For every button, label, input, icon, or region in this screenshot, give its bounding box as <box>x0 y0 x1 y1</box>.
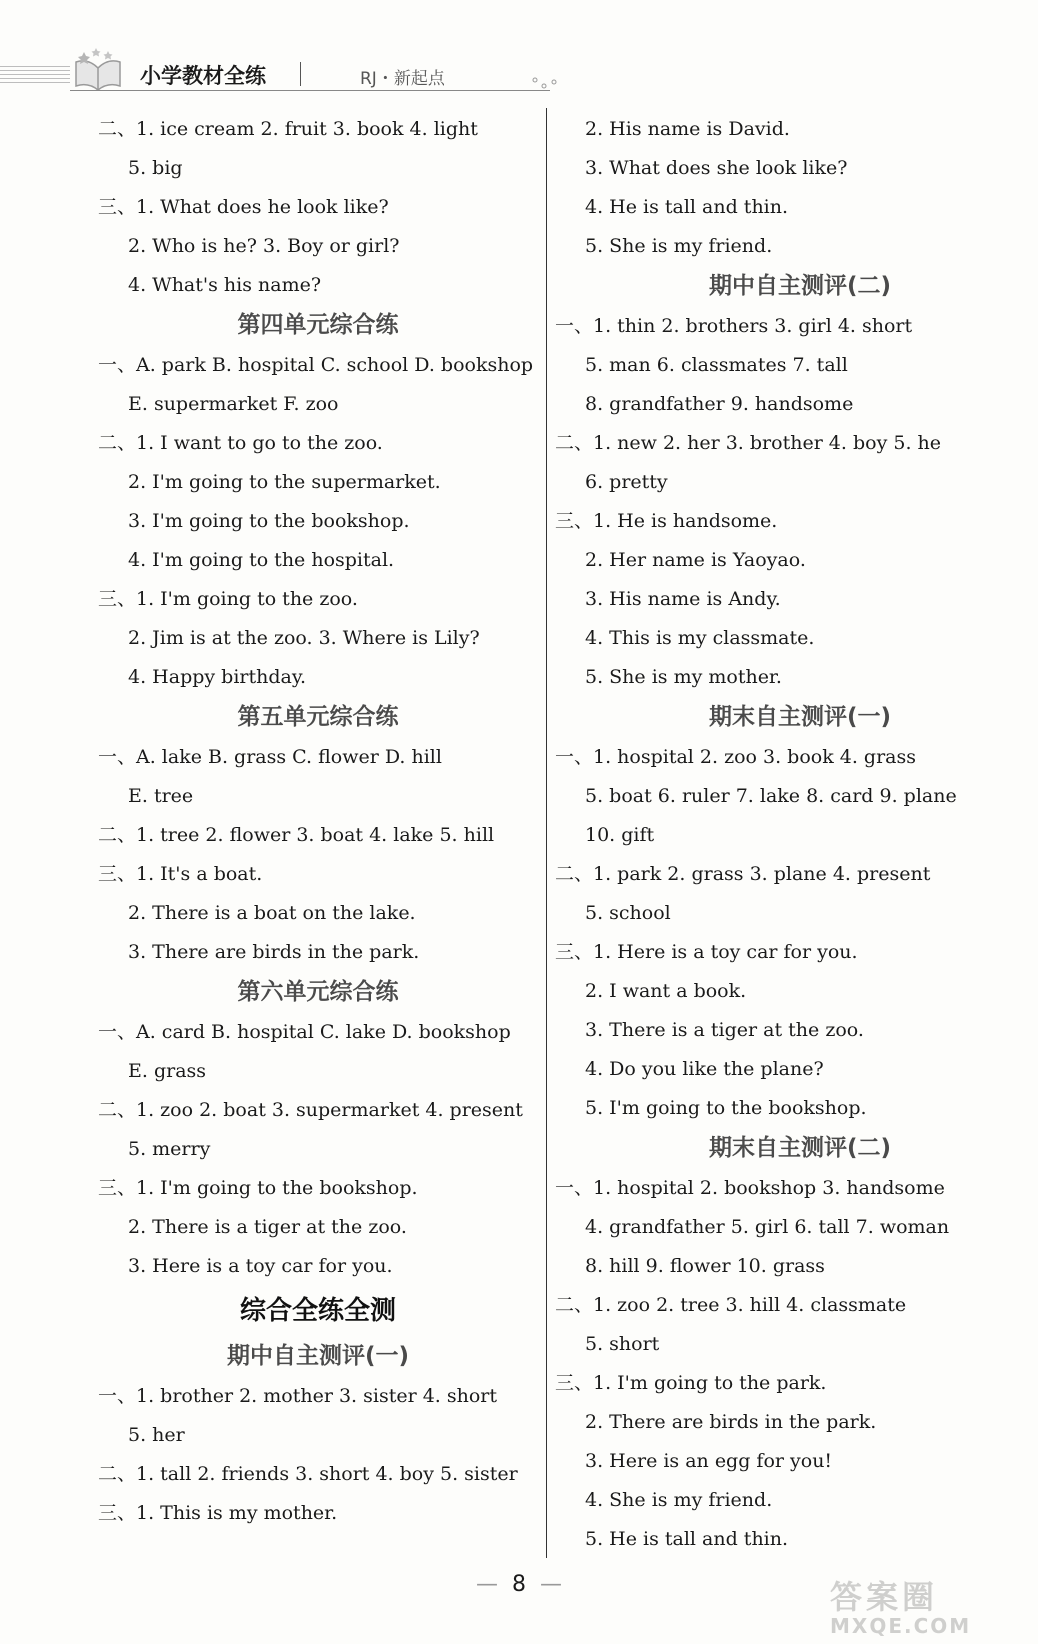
section-heading: 期末自主测评(二) <box>708 1135 892 1161</box>
answer-line: E. grass <box>128 1060 207 1082</box>
answer-line: 3. There are birds in the park. <box>128 941 420 963</box>
answer-line: 二、1. tall 2. friends 3. short 4. boy 5. sister <box>98 1463 518 1485</box>
site-watermark <box>830 1572 1020 1638</box>
answer-line: 3. I'm going to the bookshop. <box>128 510 410 532</box>
header-rule-lines <box>0 66 70 86</box>
answer-line: 一、A. card B. hospital C. lake D. bookshop <box>98 1021 511 1043</box>
answer-line: 4. Happy birthday. <box>128 666 307 688</box>
answer-line: 5. short <box>585 1333 660 1355</box>
answer-line: 三、1. It's a boat. <box>98 863 263 885</box>
answer-line: 三、1. I'm going to the bookshop. <box>98 1177 418 1199</box>
answer-line: 4. What's his name? <box>128 274 322 296</box>
answer-line: 2. There are birds in the park. <box>585 1411 877 1433</box>
answer-line: 2. There is a tiger at the zoo. <box>128 1216 407 1238</box>
answer-line: 三、1. This is my mother. <box>98 1502 338 1524</box>
answer-line: 3. Here is an egg for you! <box>585 1450 833 1472</box>
header-underline <box>70 90 550 91</box>
answer-line: 8. grandfather 9. handsome <box>585 393 854 415</box>
answer-line: 5. big <box>128 157 183 179</box>
answer-line: 一、1. thin 2. brothers 3. girl 4. short <box>555 315 913 337</box>
answer-line: 5. merry <box>128 1138 211 1160</box>
series-title: 小学教材全练 <box>140 64 266 88</box>
answer-line: 二、1. park 2. grass 3. plane 4. present <box>555 863 931 885</box>
header-separator <box>300 62 301 86</box>
answer-line: 三、1. What does he look like? <box>98 196 389 218</box>
decorative-dots-icon <box>530 74 560 94</box>
answer-line: 5. She is my mother. <box>585 666 782 688</box>
answer-line: 二、1. zoo 2. tree 3. hill 4. classmate <box>555 1294 907 1316</box>
answer-line: 一、1. brother 2. mother 3. sister 4. short <box>98 1385 498 1407</box>
answer-line: 2. I'm going to the supermarket. <box>128 471 441 493</box>
answer-line: 3. There is a tiger at the zoo. <box>585 1019 864 1041</box>
answer-line: 4. I'm going to the hospital. <box>128 549 395 571</box>
answer-line: 二、1. tree 2. flower 3. boat 4. lake 5. hill <box>98 824 495 846</box>
answer-line: 一、1. hospital 2. bookshop 3. handsome <box>555 1177 945 1199</box>
edition-label: RJ・新起点 <box>360 69 445 89</box>
answer-line: 2. Jim is at the zoo. 3. Where is Lily? <box>128 627 480 649</box>
answer-line: 5. her <box>128 1424 185 1446</box>
answer-line: 三、1. I'm going to the zoo. <box>98 588 358 610</box>
page-header <box>0 40 560 100</box>
section-heading: 期末自主测评(一) <box>708 704 892 730</box>
answer-line: 5. She is my friend. <box>585 235 773 257</box>
footer-dash-right: — <box>540 1572 562 1597</box>
answer-line: 三、1. Here is a toy car for you. <box>555 941 858 963</box>
answer-line: 一、A. lake B. grass C. flower D. hill <box>98 746 442 768</box>
answer-line: 2. I want a book. <box>585 980 747 1002</box>
section-heading: 第四单元综合练 <box>237 312 399 338</box>
section-heading: 第五单元综合练 <box>237 704 399 730</box>
answer-line: 三、1. He is handsome. <box>555 510 778 532</box>
answer-line: 4. He is tall and thin. <box>585 196 789 218</box>
page-number: 8 <box>512 1572 526 1597</box>
answer-column-left <box>98 110 538 1533</box>
answer-line: 5. I'm going to the bookshop. <box>585 1097 867 1119</box>
answer-line: E. tree <box>128 785 194 807</box>
answer-line: 一、1. hospital 2. zoo 3. book 4. grass <box>555 746 917 768</box>
answer-line: 5. boat 6. ruler 7. lake 8. card 9. plane <box>585 785 957 807</box>
answer-line: 10. gift <box>585 824 655 846</box>
answer-line: 二、1. I want to go to the zoo. <box>98 432 383 454</box>
answer-line: 二、1. ice cream 2. fruit 3. book 4. light <box>98 118 478 140</box>
section-heading: 期中自主测评(二) <box>708 273 892 299</box>
section-heading: 期中自主测评(一) <box>226 1343 410 1369</box>
answer-line: 二、1. zoo 2. boat 3. supermarket 4. present <box>98 1099 523 1121</box>
book-star-logo-icon <box>70 48 126 94</box>
watermark-line1: 答案圈 <box>830 1578 939 1616</box>
answer-line: 2. His name is David. <box>585 118 790 140</box>
answer-line: 4. grandfather 5. girl 6. tall 7. woman <box>585 1216 950 1238</box>
answer-line: 6. pretty <box>585 471 668 493</box>
answer-line: 三、1. I'm going to the park. <box>555 1372 827 1394</box>
answer-line: 3. Here is a toy car for you. <box>128 1255 393 1277</box>
answer-line: 4. She is my friend. <box>585 1489 773 1511</box>
watermark-line2: MXQE.COM <box>830 1614 972 1638</box>
answer-line: 5. He is tall and thin. <box>585 1528 789 1550</box>
answer-line: 2. There is a boat on the lake. <box>128 902 416 924</box>
answer-line: 2. Her name is Yaoyao. <box>585 549 806 571</box>
section-heading: 第六单元综合练 <box>237 979 399 1005</box>
answer-column-right <box>555 110 1005 1559</box>
answer-line: 3. His name is Andy. <box>585 588 781 610</box>
answer-line: 二、1. new 2. her 3. brother 4. boy 5. he <box>555 432 942 454</box>
footer-dash-left: — <box>476 1572 498 1597</box>
answer-line: 5. school <box>585 902 671 924</box>
answer-line: 4. This is my classmate. <box>585 627 815 649</box>
answer-line: E. supermarket F. zoo <box>128 393 339 415</box>
answer-line: 3. What does she look like? <box>585 157 848 179</box>
answer-line: 5. man 6. classmates 7. tall <box>585 354 848 376</box>
answer-line: 8. hill 9. flower 10. grass <box>585 1255 825 1277</box>
answer-line: 一、A. park B. hospital C. school D. bookshop <box>98 354 534 376</box>
answer-line: 2. Who is he? 3. Boy or girl? <box>128 235 400 257</box>
section-heading: 综合全练全测 <box>239 1296 396 1326</box>
answer-line: 4. Do you like the plane? <box>585 1058 824 1080</box>
column-divider <box>546 108 547 1558</box>
